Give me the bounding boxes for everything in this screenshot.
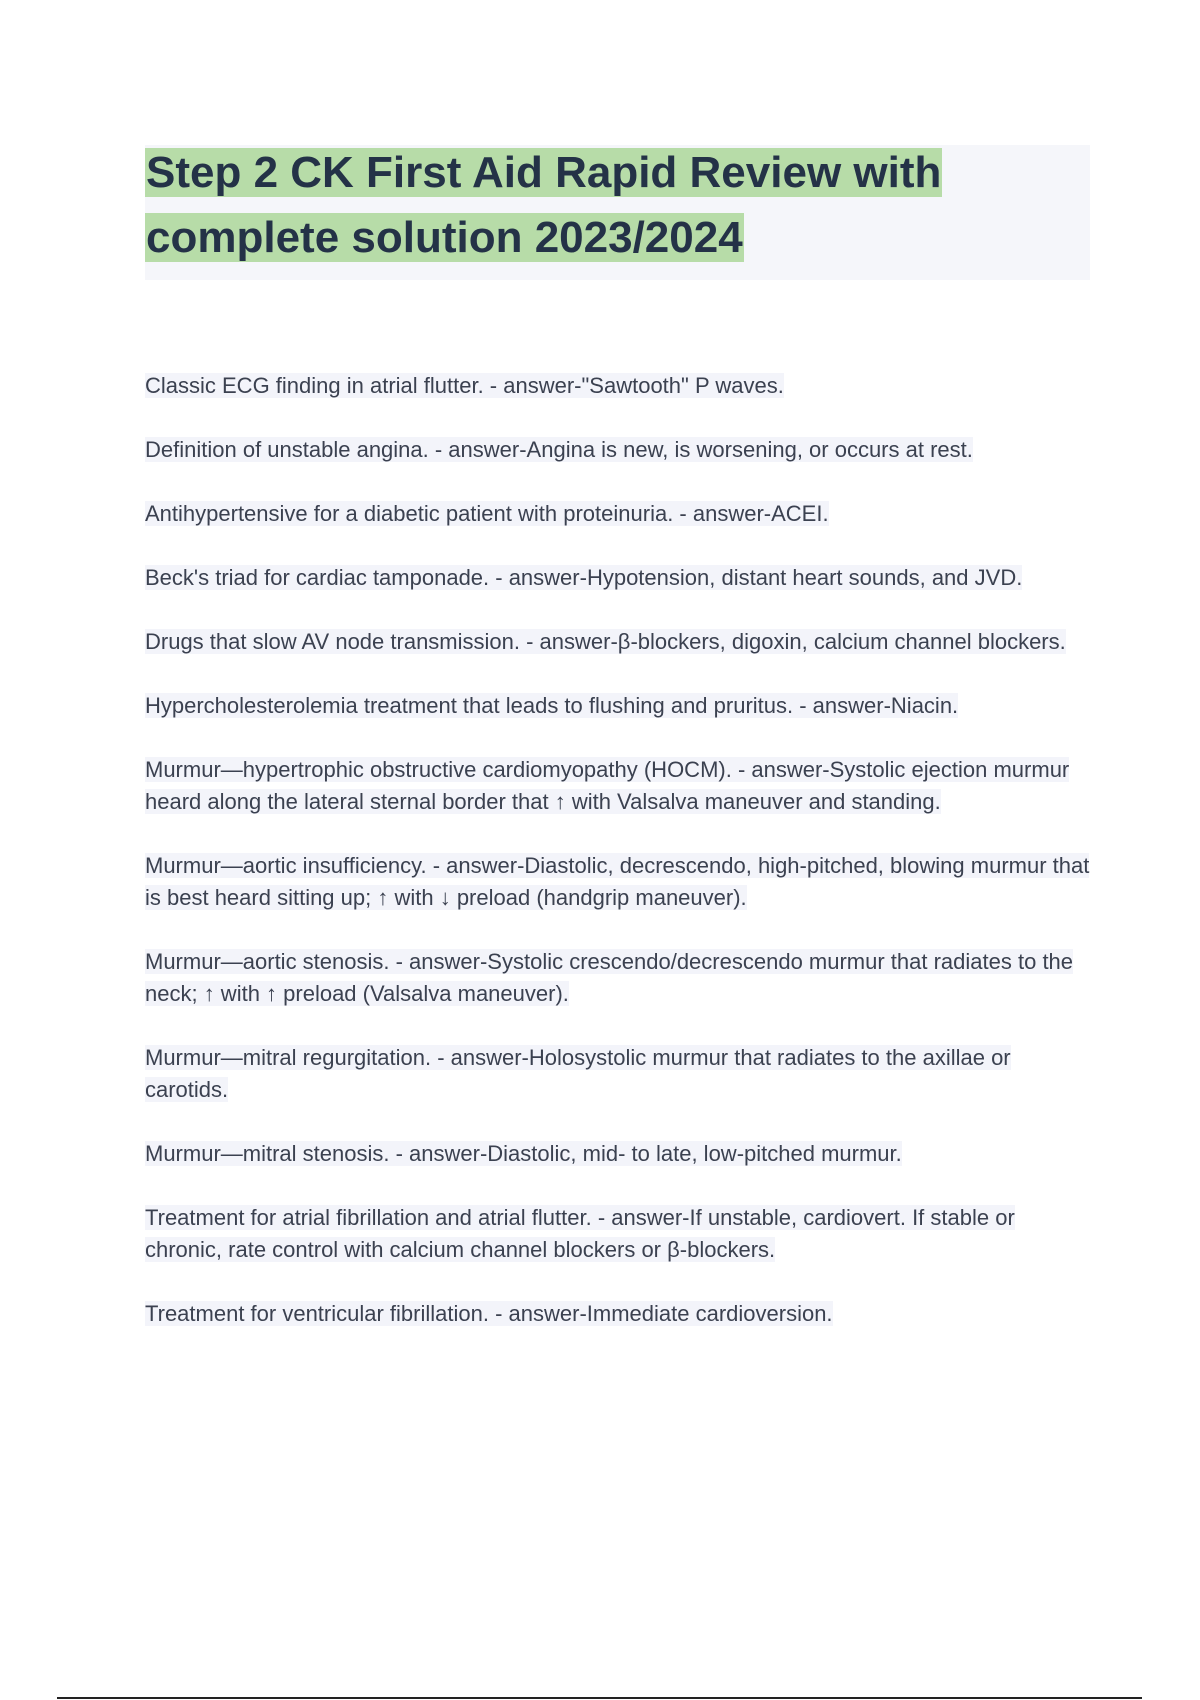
qa-text: Murmur—aortic insufficiency. - answer-Diastolic, decrescendo, high-pitched, blowing murmur that is best heard sitting up; ↑ with ↓ preload (handgrip maneuver). (145, 853, 1090, 910)
document-title-line-1 (145, 145, 942, 201)
qa-text: Drugs that slow AV node transmission. - answer-β-blockers, digoxin, calcium channel blockers. (145, 629, 1066, 654)
qa-item (145, 1138, 1090, 1170)
qa-item (145, 850, 1090, 914)
qa-item (145, 626, 1090, 658)
qa-item (145, 498, 1090, 530)
qa-text: Hypercholesterolemia treatment that leads to flushing and pruritus. - answer-Niacin. (145, 693, 959, 718)
qa-item (145, 946, 1090, 1010)
qa-text: Treatment for ventricular fibrillation. - answer-Immediate cardioversion. (145, 1301, 833, 1326)
qa-item (145, 434, 1090, 466)
qa-item (145, 1298, 1090, 1330)
qa-text: Murmur—mitral regurgitation. - answer-Holosystolic murmur that radiates to the axillae or carotids. (145, 1045, 1011, 1102)
qa-text: Definition of unstable angina. - answer-Angina is new, is worsening, or occurs at rest. (145, 437, 973, 462)
qa-item (145, 1042, 1090, 1106)
qa-text: Murmur—aortic stenosis. - answer-Systolic crescendo/decrescendo murmur that radiates to the neck; ↑ with ↑ preload (Valsalva maneuver). (145, 949, 1074, 1006)
qa-text: Murmur—mitral stenosis. - answer-Diastolic, mid- to late, low-pitched murmur. (145, 1141, 902, 1166)
qa-item (145, 370, 1090, 402)
title-block (145, 145, 1090, 280)
title-highlight-2: complete solution 2023/2024 (146, 213, 743, 262)
qa-text: Treatment for atrial fibrillation and atrial flutter. - answer-If unstable, cardiovert. If stable or chronic, rate control with calcium channel blockers or β-blockers. (145, 1205, 1015, 1262)
qa-item (145, 1202, 1090, 1266)
qa-list (145, 370, 1090, 1362)
qa-text: Beck's triad for cardiac tamponade. - answer-Hypotension, distant heart sounds, and JVD. (145, 565, 1023, 590)
qa-item (145, 690, 1090, 722)
title-highlight-1: Step 2 CK First Aid Rapid Review with (146, 148, 942, 197)
page-bottom-rule (57, 1697, 1142, 1699)
qa-text: Murmur—hypertrophic obstructive cardiomyopathy (HOCM). - answer-Systolic ejection murmur heard along the lateral sternal border that ↑ with Valsalva maneuver and standing. (145, 757, 1070, 814)
qa-text: Antihypertensive for a diabetic patient with proteinuria. - answer-ACEI. (145, 501, 829, 526)
qa-text: Classic ECG finding in atrial flutter. - answer-"Sawtooth" P waves. (145, 373, 784, 398)
document-title-line-2 (145, 210, 744, 266)
qa-item (145, 754, 1090, 818)
qa-item (145, 562, 1090, 594)
